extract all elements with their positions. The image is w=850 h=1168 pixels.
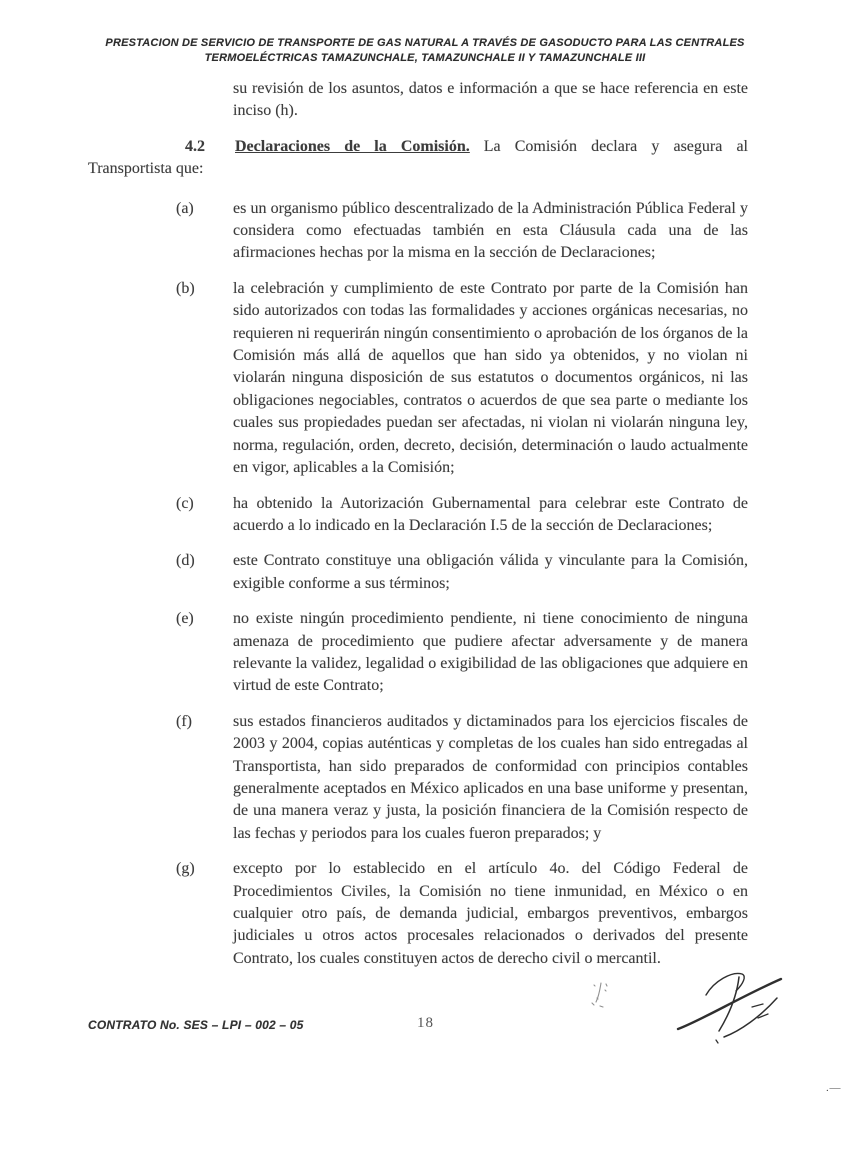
declaration-item bbox=[176, 278, 748, 480]
item-label: (d) bbox=[176, 552, 195, 570]
declaration-item bbox=[176, 198, 748, 265]
document-header bbox=[0, 36, 850, 66]
header-line-2: TERMOELÉCTRICAS TAMAZUNCHALE, TAMAZUNCHALE II Y TAMAZUNCHALE III bbox=[204, 52, 646, 64]
declaration-item bbox=[176, 858, 748, 970]
item-text: sus estados financieros auditados y dictaminados para los ejercicios fiscales de 2003 y 2004, copias auténticas y completas de los cuales han sido entregadas al Transportista, han sido preparados de conformidad con principios contables generalmente aceptados en México aplicados en una base uniforme y presentan, de una manera veraz y justa, la posición financiera de la Comisión respecto de las fechas y periodos para los cuales fueron preparados; y bbox=[233, 712, 748, 842]
declaration-item bbox=[176, 608, 748, 698]
item-text: no existe ningún procedimiento pendiente, ni tiene conocimiento de ninguna amenaza de procedimiento que pudiere afectar adversamente y de manera relevante la validez, legalidad o exigibilidad de las obligaciones que adquiere en virtud de este Contrato; bbox=[233, 610, 748, 695]
header-line-1: PRESTACION DE SERVICIO DE TRANSPORTE DE GAS NATURAL A TRAVÉS DE GASODUCTO PARA LAS CENTRALES bbox=[105, 37, 745, 49]
signature-scribble bbox=[672, 968, 790, 1048]
footer-contract-number: CONTRATO No. SES – LPI – 002 – 05 bbox=[88, 1018, 304, 1032]
document-body bbox=[0, 78, 850, 983]
section-number: 4.2 bbox=[185, 137, 205, 155]
intro-paragraph: su revisión de los asuntos, datos e información a que se hace referencia en este inciso (h). bbox=[233, 80, 748, 120]
declaration-item bbox=[176, 711, 748, 845]
section-title: Declaraciones de la Comisión. bbox=[235, 137, 470, 155]
item-label: (a) bbox=[176, 199, 194, 217]
section-4-2-heading bbox=[88, 136, 748, 181]
item-label: (e) bbox=[176, 610, 194, 628]
item-text: ha obtenido la Autorización Gubernamental para celebrar este Contrato de acuerdo a lo indicado en la Declaración I.5 de la sección de Declaraciones; bbox=[233, 494, 748, 534]
item-text: la celebración y cumplimiento de este Contrato por parte de la Comisión han sido autorizados con todas las formalidades y acciones orgánicas necesarias, no requieren ni requerirán ningún consentimiento o aprobación de los órganos de la Comisión más allá de aquellos que han sido ya obtenidos, y no violan ni violarán ninguna disposición de sus estatutos o documentos orgánicos, ni las obligaciones negociables, contratos o acuerdos de que sea parte o mediante los cuales sus propiedades puedan ser afectadas, ni violan ni violarán ninguna ley, norma, regulación, orden, decreto, decisión, determinación o laudo actualmente en vigor, aplicables a la Comisión; bbox=[233, 279, 748, 477]
section-lead-text: La Comisión declara y asegura al Transportista que: bbox=[88, 137, 748, 178]
item-label: (b) bbox=[176, 279, 195, 297]
item-label: (f) bbox=[176, 712, 192, 730]
item-text: es un organismo público descentralizado de la Administración Pública Federal y considera como efectuadas también en esta Cláusula cada una de las afirmaciones hechas por la misma en la sección de Declaraciones; bbox=[233, 199, 748, 262]
declaration-item bbox=[176, 550, 748, 595]
declaration-items bbox=[0, 198, 850, 971]
item-label: (c) bbox=[176, 494, 194, 512]
item-text: este Contrato constituye una obligación válida y vinculante para la Comisión, exigible conforme a sus términos; bbox=[233, 552, 748, 592]
declaration-item bbox=[176, 493, 748, 538]
initials-scribble bbox=[585, 976, 619, 1016]
corner-dash-mark: . — bbox=[826, 1082, 840, 1094]
item-label: (g) bbox=[176, 860, 195, 878]
page-number: 18 bbox=[417, 1015, 434, 1031]
item-text: excepto por lo establecido en el artículo 4o. del Código Federal de Procedimientos Civiles, la Comisión no tiene inmunidad, en México o en cualquier otro país, de demanda judicial, embargos preventivos, embargos judiciales u otros actos procesales relacionados o derivados del presente Contrato, los cuales constituyen actos de derecho civil o mercantil. bbox=[233, 860, 748, 967]
